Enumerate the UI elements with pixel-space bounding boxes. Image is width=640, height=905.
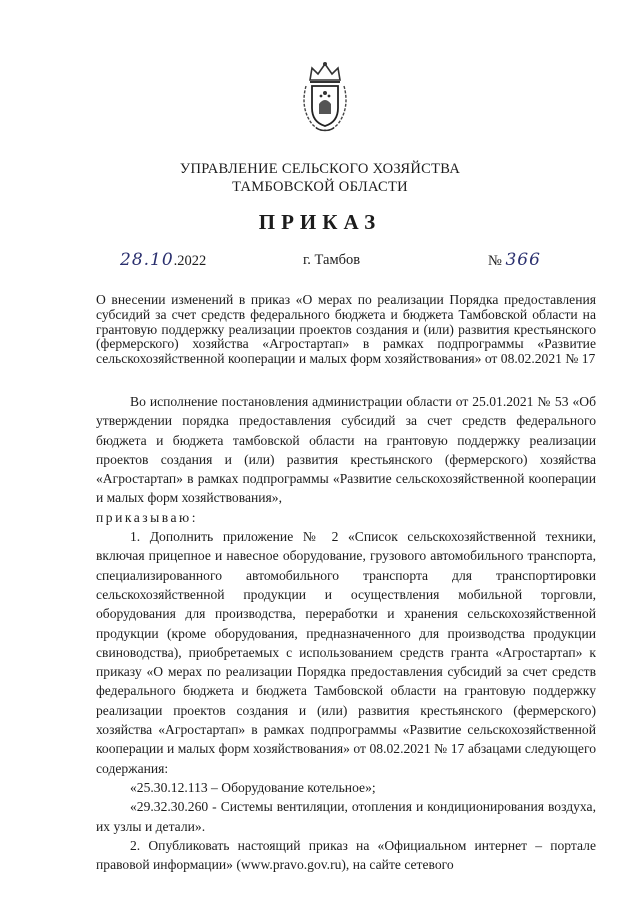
order-number [488, 250, 541, 271]
order-subject: О внесении изменений в приказ «О мерах по реализации Порядка предоставления субсидий за счет средств федерального бюджета и бюджета Тамбовской области на грантовую поддержку реализации проектов создания и (или) развития крестьянского (фермерского) хозяйства «Агростартап» в рамках подпрограммы «Развитие сельскохозяйственной кооперации и малых форм хозяйствования» от 08.02.2021 № 17 [96, 292, 596, 367]
item-2-paragraph: 2. Опубликовать настоящий приказ на «Официальном интернет – портале правовой информации» (www.pravo.gov.ru), на сайте сетевого [96, 837, 596, 873]
org-name-line1: УПРАВЛЕНИЕ СЕЛЬСКОГО ХОЗЯЙСТВА [179, 161, 461, 177]
item-1-paragraph: 1. Дополнить приложение № 2 «Список сельскохозяйственной техники, включая прицепное и навесное оборудование, грузового автомобильного транспорта, специализированного автомобильного транспорта для транспортировки сельскохозяйственной продукции и осуществления мобильной торговли, оборудования для производства, переработки и хранения сельскохозяйственной продукции (кроме оборудования, предназначенного для производства продукции свиноводства), приобретаемых с использованием средств гранта «Агростартап» к приказу «О мерах по реализации Порядка предоставления субсидий за счет средств федерального бюджета и бюджета Тамбовской области на грантовую поддержку реализации проектов создания и (или) развития крестьянского (фермерского) хозяйства «Агростартап» в рамках подпрограммы «Развитие сельскохозяйственной кооперации и малых форм хозяйствования» от 08.02.2021 № 17 абзацами следующего содержания: [96, 529, 596, 776]
order-body [96, 392, 596, 874]
city: г. Тамбов [303, 252, 361, 268]
number-prefix: № [488, 253, 502, 269]
addition-1: «25.30.12.113 – Оборудование котельное»; [130, 779, 376, 795]
org-name-line2: ТАМБОВСКОЙ ОБЛАСТИ [232, 179, 408, 195]
coat-of-arms-icon [298, 60, 352, 134]
date-year: .2022 [173, 253, 207, 269]
handwritten-date: 28.10 [120, 250, 174, 270]
document-title: ПРИКАЗ [258, 210, 382, 234]
order-word: приказываю: [96, 509, 198, 525]
handwritten-number: 366 [505, 250, 541, 270]
addition-2: «29.32.30.260 - Системы вентиляции, отопления и кондиционирования воздуха, их узлы и детали». [96, 799, 596, 834]
preamble-paragraph: Во исполнение постановления администрации области от 25.01.2021 № 53 «Об утверждении порядка предоставления субсидий за счет средств федерального бюджета и бюджета тамбовской области на грантовую поддержку реализации проектов создания и (или) развития крестьянского (фермерского) хозяйства «Агростартап» в рамках подпрограммы «Развитие сельскохозяйственной кооперации и малых форм хозяйствования», [96, 394, 596, 506]
order-date [120, 250, 206, 271]
